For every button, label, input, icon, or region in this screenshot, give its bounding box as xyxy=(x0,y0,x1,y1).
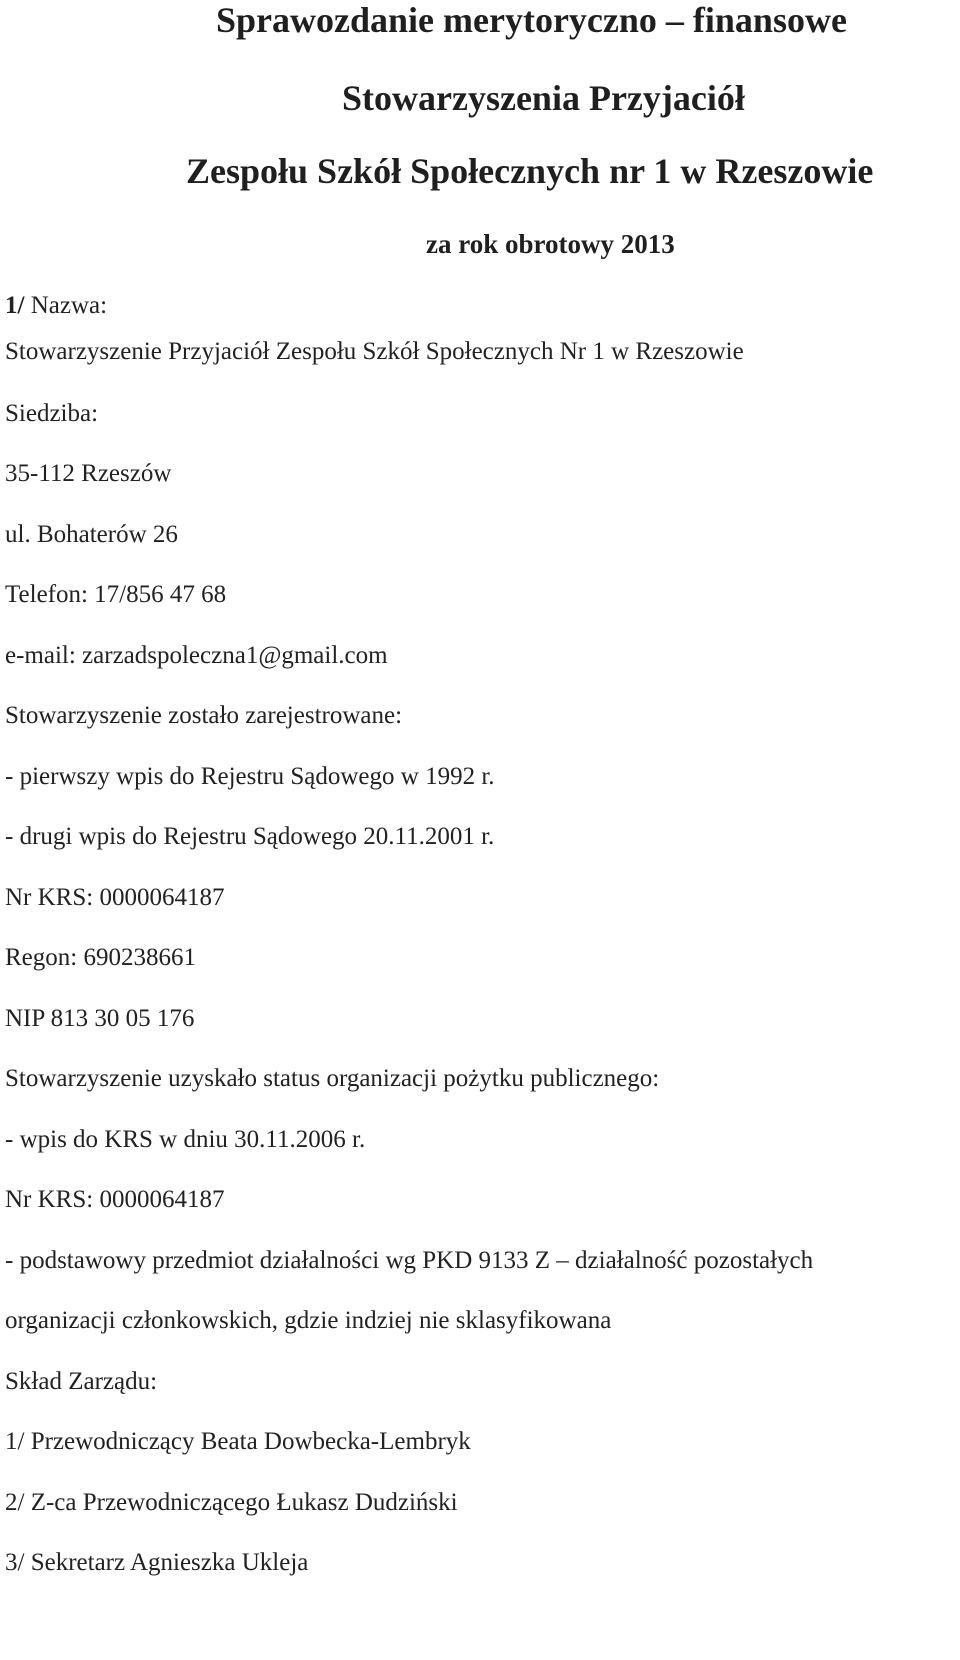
email: e-mail: zarzadspoleczna1@gmail.com xyxy=(5,642,388,669)
subtitle: za rok obrotowy 2013 xyxy=(426,229,675,259)
section-number: 1/ xyxy=(5,292,25,319)
section-label-text: Nazwa: xyxy=(30,292,108,319)
title-line-3: Zespołu Szkół Społecznych nr 1 w Rzeszowie xyxy=(186,151,874,191)
first-registry-entry: - pierwszy wpis do Rejestru Sądowego w 1992 r. xyxy=(5,763,495,790)
board-member: 3/ Sekretarz Agnieszka Ukleja xyxy=(5,1549,309,1576)
pkd-line-2: organizacji członkowskich, gdzie indziej nie sklasyfikowana xyxy=(5,1307,612,1334)
krs-number: Nr KRS: 0000064187 xyxy=(5,884,225,911)
registered-label: Stowarzyszenie zostało zarejestrowane: xyxy=(5,702,403,729)
krs-number-2: Nr KRS: 0000064187 xyxy=(5,1186,225,1213)
street-address: ul. Bohaterów 26 xyxy=(5,521,178,548)
regon-number: Regon: 690238661 xyxy=(5,944,196,971)
title-line-2: Stowarzyszenia Przyjaciół xyxy=(342,78,745,118)
board-member: 2/ Z-ca Przewodniczącego Łukasz Dudziński xyxy=(5,1489,458,1516)
title-line-1: Sprawozdanie merytoryczno – finansowe xyxy=(216,0,847,40)
board-member: 1/ Przewodniczący Beata Dowbecka-Lembryk xyxy=(5,1428,471,1455)
second-registry-entry: - drugi wpis do Rejestru Sądowego 20.11.2001 r. xyxy=(5,823,495,850)
section-1-label xyxy=(5,291,107,321)
org-name: Stowarzyszenie Przyjaciół Zespołu Szkół Społecznych Nr 1 w Rzeszowie xyxy=(5,338,744,365)
phone: Telefon: 17/856 47 68 xyxy=(5,581,227,608)
nip-number: NIP 813 30 05 176 xyxy=(5,1005,195,1032)
postal-address: 35-112 Rzeszów xyxy=(5,460,172,487)
krs-entry-date: - wpis do KRS w dniu 30.11.2006 r. xyxy=(5,1126,366,1153)
pkd-line-1: - podstawowy przedmiot działalności wg PKD 9133 Z – działalność pozostałych xyxy=(5,1247,814,1274)
opp-status: Stowarzyszenie uzyskało status organizacji pożytku publicznego: xyxy=(5,1065,660,1092)
board-label: Skład Zarządu: xyxy=(5,1368,158,1395)
seat-label: Siedziba: xyxy=(5,400,99,427)
